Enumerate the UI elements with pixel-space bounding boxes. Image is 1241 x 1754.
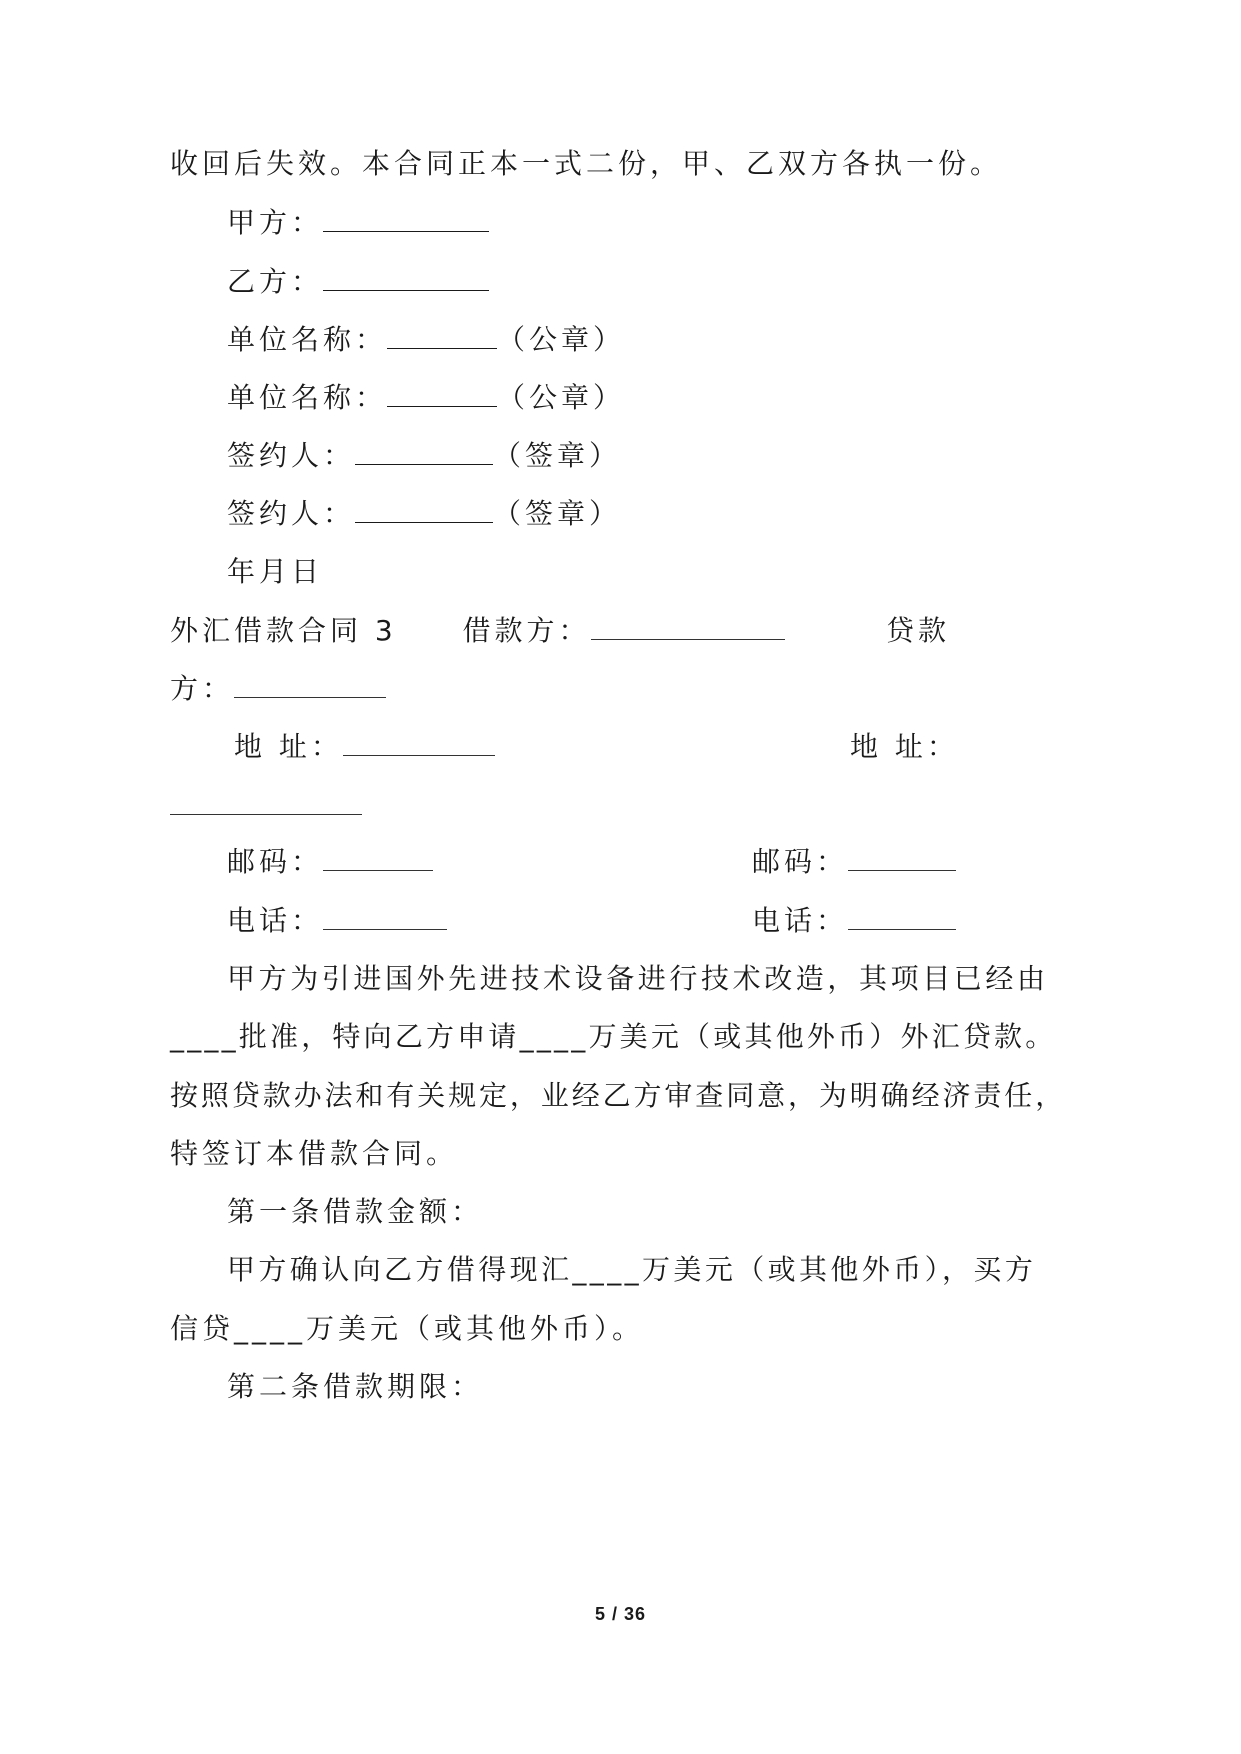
lender-line	[170, 669, 386, 709]
cash-amount-blank[interactable]: ____	[572, 1253, 643, 1286]
unit-name-label: 单位名称：	[227, 323, 388, 356]
article-1-heading	[227, 1192, 483, 1232]
body-text: 万美元（或其他外币），买方	[642, 1253, 1037, 1286]
address-blank[interactable]	[170, 786, 362, 815]
signer-line-1	[227, 436, 621, 476]
amount-blank[interactable]: ____	[519, 1020, 589, 1053]
phone-blank[interactable]	[323, 901, 447, 930]
body-paragraph-line-3	[170, 1076, 1066, 1116]
contract-header-line	[170, 611, 951, 651]
address-label: 地 址：	[234, 730, 343, 763]
party-a-label: 甲方：	[227, 206, 324, 239]
address-right-blank-line	[170, 786, 362, 826]
signer-blank[interactable]	[355, 436, 493, 465]
lender-blank[interactable]	[234, 669, 386, 698]
article-heading: 第二条借款期限：	[227, 1370, 484, 1403]
unit-name-label: 单位名称：	[227, 381, 388, 414]
contract-title: 外汇借款合同 3	[170, 614, 397, 647]
signer-label: 签约人：	[227, 439, 356, 472]
article-1-text-line-1	[227, 1250, 1036, 1290]
address-blank[interactable]	[343, 727, 495, 756]
signer-blank[interactable]	[355, 494, 493, 523]
phone-label: 电话：	[752, 904, 849, 937]
body-paragraph-line-4	[170, 1134, 458, 1174]
signer-line-2	[227, 494, 621, 534]
article-heading: 第一条借款金额：	[227, 1195, 484, 1228]
sign-seal-label: （签章）	[493, 497, 622, 530]
article-1-text-line-2	[170, 1309, 644, 1349]
unit-name-blank[interactable]	[387, 320, 497, 349]
address-right-line	[850, 727, 959, 767]
paragraph-text: 收回后失效。本合同正本一式二份，甲、乙双方各执一份。	[170, 147, 1003, 180]
borrower-label: 借款方：	[462, 614, 591, 647]
party-a-line	[227, 203, 489, 243]
signer-label: 签约人：	[227, 497, 356, 530]
zip-label: 邮码：	[227, 845, 324, 878]
body-text: 特签订本借款合同。	[170, 1137, 459, 1170]
body-paragraph-line-2	[170, 1017, 1056, 1057]
unit-name-blank[interactable]	[387, 378, 497, 407]
unit-name-line-2	[227, 378, 625, 418]
body-text: 按照贷款办法和有关规定，业经乙方审查同意，为明确经济责任，	[170, 1079, 1067, 1112]
sign-seal-label: （签章）	[493, 439, 622, 472]
body-text: 批准，特向乙方申请	[238, 1020, 520, 1053]
address-label: 地 址：	[850, 730, 959, 763]
zip-left-line	[227, 842, 433, 882]
borrower-blank[interactable]	[591, 611, 785, 640]
party-b-blank[interactable]	[323, 262, 489, 291]
body-paragraph-line-1	[227, 959, 1049, 999]
date-line	[227, 552, 323, 592]
body-text: 万美元（或其他外币）。	[306, 1312, 645, 1345]
phone-label: 电话：	[227, 904, 324, 937]
body-text: 甲方为引进国外先进技术设备进行技术改造，其项目已经由	[227, 962, 1049, 995]
body-text: 甲方确认向乙方借得现汇	[227, 1253, 573, 1286]
phone-right-line	[752, 901, 956, 941]
phone-left-line	[227, 901, 447, 941]
credit-amount-blank[interactable]: ____	[234, 1312, 307, 1345]
seal-label: （公章）	[497, 323, 626, 356]
unit-name-line-1	[227, 320, 625, 360]
zip-blank[interactable]	[323, 842, 433, 871]
paragraph-closing	[170, 144, 1002, 184]
zip-label: 邮码：	[752, 845, 849, 878]
phone-blank[interactable]	[848, 901, 956, 930]
approval-blank[interactable]: ____	[170, 1020, 239, 1053]
body-text: 万美元（或其他外币）外汇贷款。	[588, 1020, 1057, 1053]
party-b-label: 乙方：	[227, 265, 324, 298]
seal-label: （公章）	[497, 381, 626, 414]
lender-label: 贷款	[886, 614, 951, 647]
address-left-line	[234, 727, 495, 767]
article-2-heading	[227, 1367, 483, 1407]
party-b-line	[227, 262, 489, 302]
page-number: 5 / 36	[594, 1604, 647, 1624]
zip-right-line	[752, 842, 956, 882]
date-label: 年月日	[227, 555, 324, 588]
party-a-blank[interactable]	[323, 203, 489, 232]
lender-label-cont: 方：	[170, 672, 235, 705]
zip-blank[interactable]	[848, 842, 956, 871]
body-text: 信贷	[170, 1312, 235, 1345]
